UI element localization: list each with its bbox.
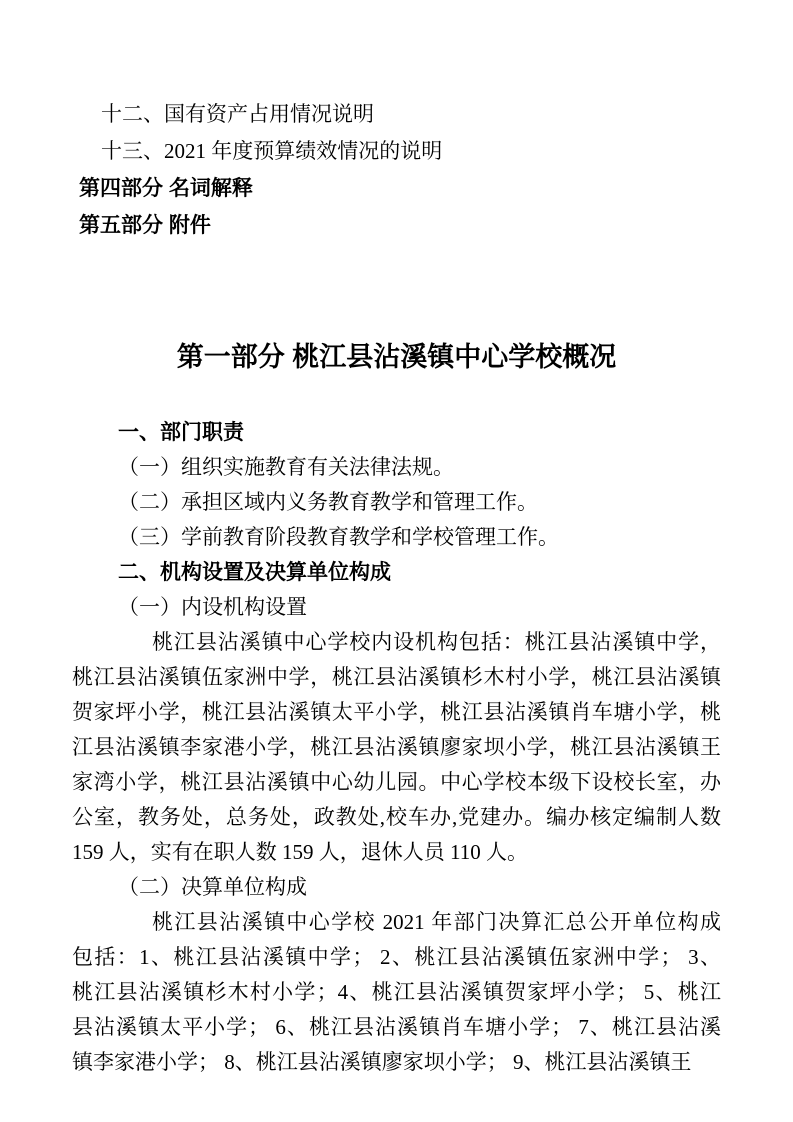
paragraph2-line: 镇李家港小学； 8、桃江县沾溪镇廖家坝小学； 9、桃江县沾溪镇王 (72, 1050, 692, 1074)
paragraph1-line: 家湾小学，桃江县沾溪镇中心幼儿园。中心学校本级下设校长室，办 (72, 770, 721, 794)
section2-sub2-heading: （二）决算单位构成 (118, 875, 307, 899)
toc-entry-12: 十二、国有资产占用情况说明 (101, 102, 374, 126)
part1-body (72, 415, 721, 1080)
section2-heading: 二、机构设置及决算单位构成 (118, 561, 391, 584)
section2-sub1-heading: （一）内设机构设置 (118, 595, 307, 619)
paragraph2-line: 包括：1、桃江县沾溪镇中学； 2、桃江县沾溪镇伍家洲中学； 3、 (72, 945, 721, 969)
paragraph1-line: 桃江县沾溪镇伍家洲中学，桃江县沾溪镇杉木村小学，桃江县沾溪镇 (72, 665, 721, 689)
paragraph1-line: 桃江县沾溪镇中心学校内设机构包括：桃江县沾溪镇中学， (152, 630, 721, 654)
paragraph2-line: 桃江县沾溪镇中心学校 2021 年部门决算汇总公开单位构成 (152, 910, 721, 934)
paragraph1-line: 贺家坪小学，桃江县沾溪镇太平小学，桃江县沾溪镇肖车塘小学，桃 (72, 700, 721, 724)
section1-heading: 一、部门职责 (118, 421, 244, 444)
section1-item-1: （一）组织实施教育有关法律法规。 (118, 455, 454, 479)
paragraph1-line: 159 人，实有在职人数 159 人，退休人员 110 人。 (72, 840, 528, 864)
toc-block (72, 0, 721, 244)
paragraph1-line: 江县沾溪镇李家港小学，桃江县沾溪镇廖家坝小学，桃江县沾溪镇王 (72, 735, 721, 759)
paragraph1-line: 公室，教务处，总务处，政教处,校车办,党建办。编办核定编制人数 (72, 805, 721, 829)
text-column (72, 0, 721, 1080)
part1-title: 第一部分 桃江县沾溪镇中心学校概况 (176, 342, 617, 372)
paragraph2-line: 县沾溪镇太平小学； 6、桃江县沾溪镇肖车塘小学； 7、桃江县沾溪 (72, 1015, 721, 1039)
paragraph2-line: 桃江县沾溪镇杉木村小学；4、桃江县沾溪镇贺家坪小学； 5、桃江 (72, 980, 721, 1004)
section1-item-3: （三）学前教育阶段教育教学和学校管理工作。 (118, 525, 559, 549)
toc-entry-13: 十三、2021 年度预算绩效情况的说明 (101, 139, 443, 163)
section1-item-2: （二）承担区域内义务教育教学和管理工作。 (118, 490, 538, 514)
toc-part4-heading: 第四部分 名词解释 (79, 177, 253, 200)
toc-part5-heading: 第五部分 附件 (79, 214, 211, 237)
